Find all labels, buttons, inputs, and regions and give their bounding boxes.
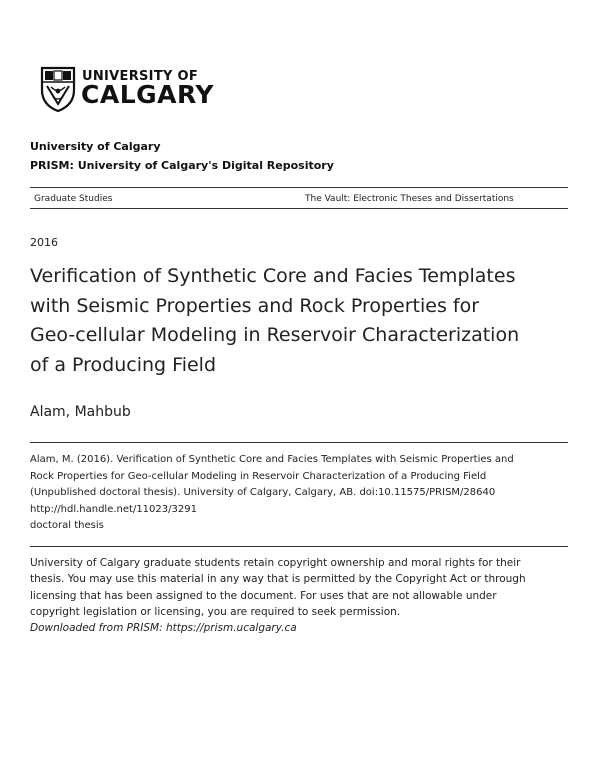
downloaded-from-link[interactable]: Downloaded from PRISM: https://prism.ucalgary.ca [30, 622, 297, 635]
rights-line: thesis. You may use this material in any way that is permitted by the Copyright Act or through [30, 573, 526, 586]
top-rule [30, 187, 568, 188]
citation-top-rule [30, 442, 568, 443]
citation-block [30, 452, 570, 535]
citation-line: Rock Properties for Geo-cellular Modeling in Reservoir Characterization of a Producing Field [30, 470, 487, 482]
rights-line: licensing that has been assigned to the document. For uses that are not allowable under [30, 589, 497, 602]
rights-line: University of Calgary graduate students retain copyright ownership and moral rights for their [30, 557, 521, 569]
logo-university-of: UNIVERSITY OF [82, 69, 199, 84]
citation-line: (Unpublished doctoral thesis). University of Calgary, Calgary, AB. doi:10.11575/PRISM/28640 [30, 487, 496, 498]
publication-year: 2016 [30, 236, 58, 249]
institution-name: University of Calgary [30, 140, 161, 153]
thesis-title [30, 262, 570, 380]
logo-calgary: CALGARY [81, 80, 214, 109]
thesis-type: doctoral thesis [30, 520, 104, 531]
collection-label: The Vault: Electronic Theses and Dissertations [305, 194, 514, 204]
citation-line: Alam, M. (2016). Verification of Synthetic Core and Facies Templates with Seismic Properties and [30, 454, 514, 465]
author-name: Alam, Mahbub [30, 404, 131, 420]
handle-link[interactable]: http://hdl.handle.net/11023/3291 [30, 503, 197, 515]
repository-name: PRISM: University of Calgary's Digital Repository [30, 159, 334, 172]
rights-line: copyright legislation or licensing, you are required to seek permission. [30, 605, 401, 618]
crest-icon [40, 66, 76, 112]
title-line: of a Producing Field [30, 353, 217, 376]
department-label: Graduate Studies [34, 194, 113, 204]
title-line: Verification of Synthetic Core and Facies Templates [30, 265, 516, 287]
title-line: Geo-cellular Modeling in Reservoir Characterization [30, 324, 520, 346]
citation-bottom-rule [30, 546, 568, 547]
university-logo [40, 66, 214, 112]
title-line: with Seismic Properties and Rock Properties for [30, 294, 480, 317]
rights-statement [30, 555, 570, 636]
bar-bottom-rule [30, 208, 568, 209]
